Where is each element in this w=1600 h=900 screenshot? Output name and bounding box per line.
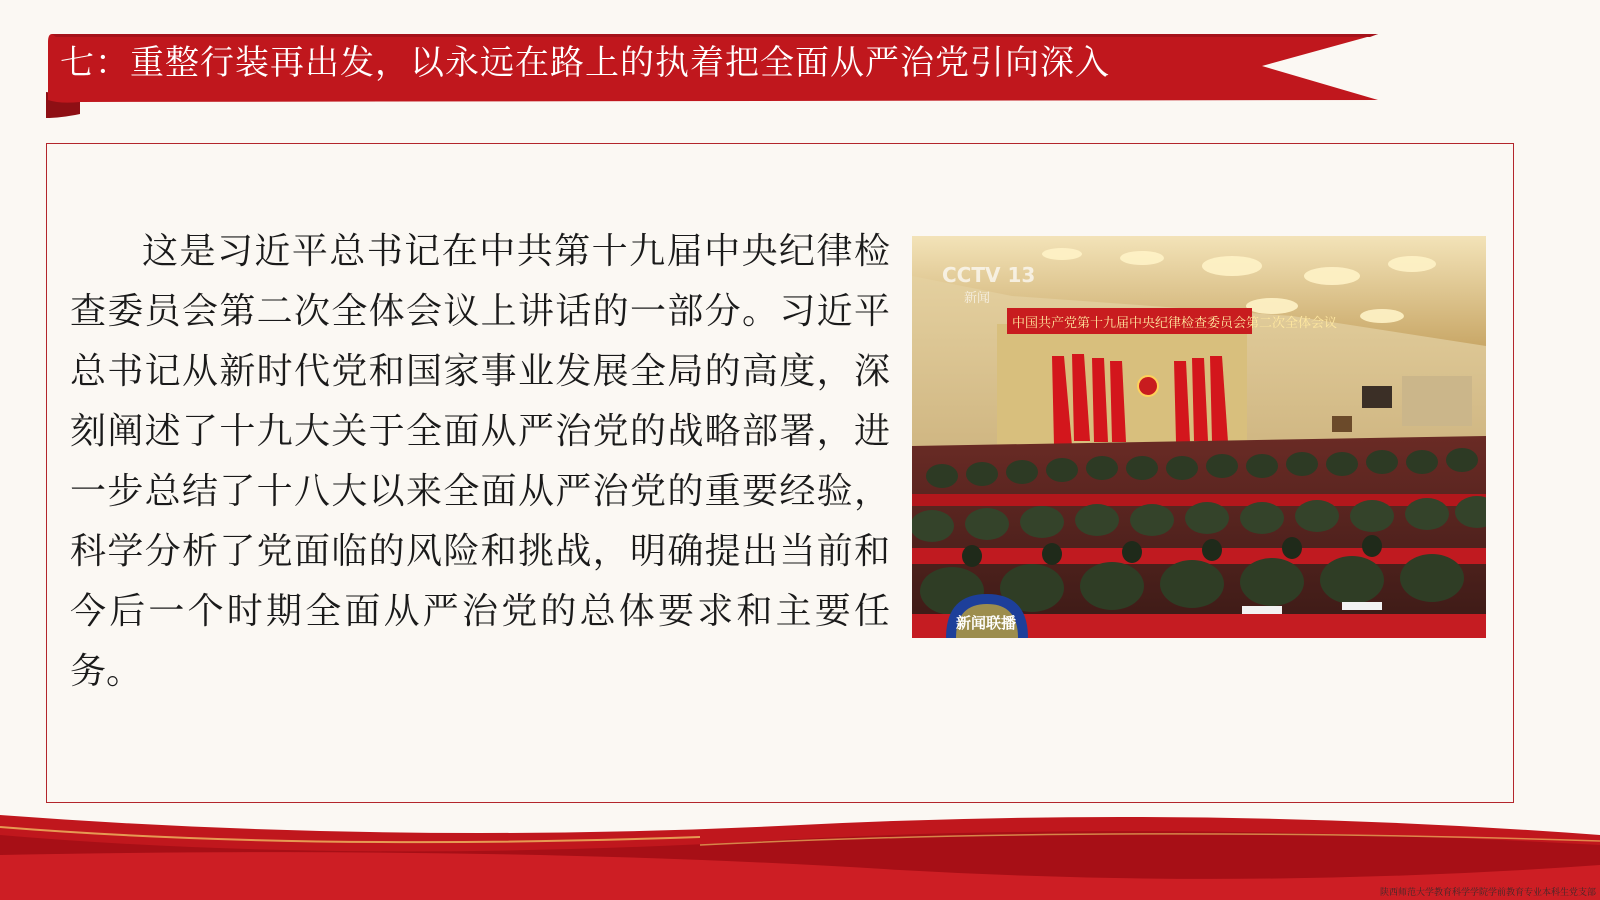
svg-text:新闻: 新闻 [964,291,991,306]
hall-banner-text: 中国共产党第十九届中央纪律检查委员会第二次全体会议 [1012,316,1338,331]
footer-caption: 陕西师范大学教育科学学院学前教育专业本科生党支部 [1379,888,1596,898]
meeting-photo [912,236,1486,638]
slide-title: 七：重整行装再出发，以永远在路上的执着把全面从严治党引向深入 [60,43,1110,83]
svg-text:新闻联播: 新闻联播 [956,614,1017,632]
svg-text:CCTV 13: CCTV 13 [942,263,1036,287]
footer-wave [0,815,1600,900]
body-paragraph: 这是习近平总书记在中共第十九届中央纪律检查委员会第二次全体会议上讲话的一部分。习近平总书记从新时代党和国家事业发展全局的高度，深刻阐述了十九大关于全面从严治党的战略部署，进一步总结了十八大以来全面从严治党的重要经验，科学分析了党面临的风险和挑战，明确提出当前和今后一个时期全面从严治党的总体要求和主要任务。 [70,231,890,692]
